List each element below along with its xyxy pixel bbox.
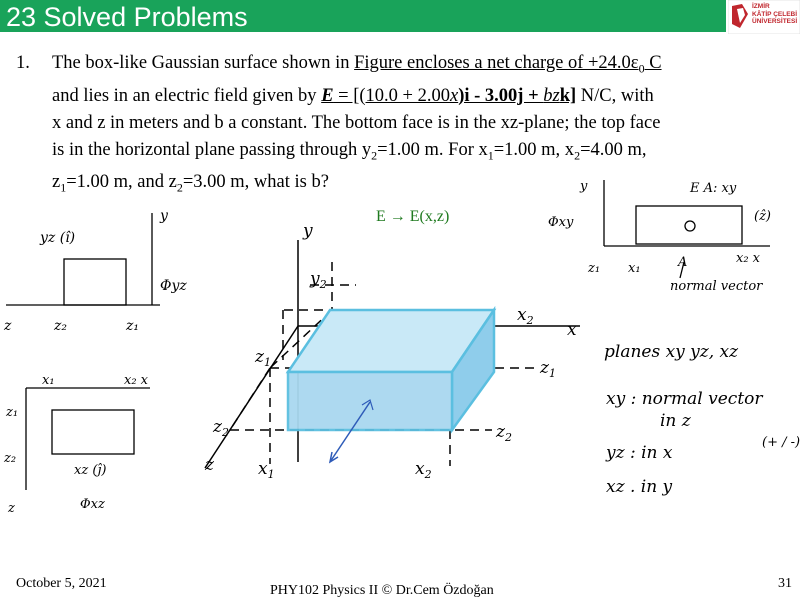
problem-line-3: x and z in meters and b a constant. The bottom face is in the xz-plane; the top face: [52, 112, 661, 133]
xz-note: xz . in y: [606, 477, 673, 497]
label-z1-left: $z_1$: [255, 347, 271, 369]
svg-text:z₁: z₁: [6, 405, 19, 420]
phi-yz: Φyz: [160, 278, 187, 294]
svg-text:z₂: z₂: [54, 318, 67, 334]
svg-text:x₂ x: x₂ x: [736, 251, 761, 266]
svg-text:y: y: [160, 208, 168, 224]
in-z-note: in z: [660, 411, 691, 431]
label-x2-top: $x_2$: [517, 305, 534, 327]
planes-note: planes xy yz, xz: [604, 342, 739, 362]
xy-sketch-labels: [548, 179, 771, 294]
svg-text:z₁: z₁: [126, 318, 139, 334]
svg-text:x₂ x: x₂ x: [124, 373, 149, 388]
normal-vector-note: normal vector: [670, 279, 763, 294]
label-z2-left: $z_2$: [213, 417, 229, 439]
yz-sketch-labels: [3, 208, 187, 334]
xz-label: xz (ĵ): [74, 463, 107, 478]
yz-note: yz : in x: [606, 443, 673, 463]
svg-text:y: y: [580, 179, 588, 194]
label-z: z: [205, 455, 214, 475]
label-x1: $x_1$: [258, 459, 275, 481]
phi-xz: Φxz: [80, 497, 105, 512]
slide-title: 23 Solved Problems: [6, 2, 248, 32]
pm-note: (+ / -): [762, 435, 800, 450]
footer-page-number: 31: [778, 576, 792, 591]
label-y: y: [303, 221, 313, 241]
phi-xy: Φxy: [548, 215, 574, 230]
z-hat: (ẑ): [754, 209, 771, 224]
svg-text:x₁: x₁: [42, 373, 55, 388]
svg-text:x₁: x₁: [628, 261, 641, 276]
label-x: x: [567, 320, 577, 340]
yz-label: yz (î): [40, 230, 76, 246]
xy-note: xy : normal vector: [606, 389, 763, 409]
problem-line-2: and lies in an electric field given by E = [(10.0 + 2.00x)i - 3.00j + bzk] N/C, with: [52, 85, 654, 106]
svg-text:z: z: [8, 501, 15, 516]
label-z1-right: $z_1$: [540, 358, 556, 380]
yz-sketch: [6, 213, 160, 305]
problem-number: 1.: [16, 53, 30, 73]
handwritten-notes: [604, 342, 800, 497]
footer-course: PHY102 Physics II © Dr.Cem Özdoğan: [270, 583, 494, 598]
svg-text:z₂: z₂: [4, 451, 17, 466]
field-formula: E → E(x,z): [376, 208, 450, 225]
svg-text:A: A: [678, 255, 688, 270]
logo-text: İZMİR KÂTİP ÇELEBİ ÜNİVERSİTESİ: [752, 3, 798, 25]
problem-line-5: $z_1=1.00$ m, and $z_2=3.00$ m, what is b?: [52, 172, 329, 196]
label-y2: $y_2$: [310, 269, 327, 291]
label-z2-right: $z_2$: [496, 422, 512, 444]
footer-date: October 5, 2021: [16, 576, 107, 591]
svg-text:z₁: z₁: [588, 261, 601, 276]
svg-text:z: z: [4, 318, 12, 334]
E-A-label: E A: xy: [690, 181, 737, 196]
problem-line-4: is in the horizontal plane passing through $y_2=1.00$ m. For $x_1=1.00$ m, $x_2=4.00$ m,: [52, 139, 647, 163]
xz-sketch-labels: [3, 373, 149, 516]
problem-line-1: The box-like Gaussian surface shown in Figure encloses a net charge of $+24.0\varepsilon_0$ C: [52, 53, 662, 76]
label-x2-bottom: $x_2$: [415, 459, 432, 481]
